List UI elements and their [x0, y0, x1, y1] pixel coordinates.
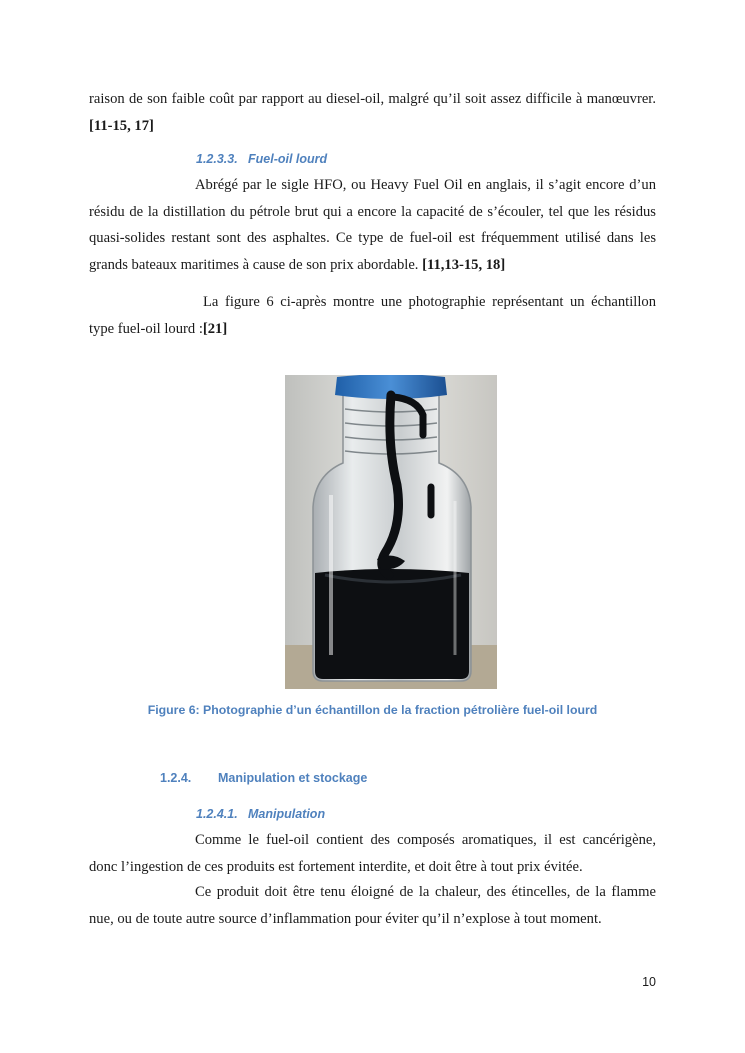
- section-number: 1.2.4.1.: [196, 807, 238, 821]
- section-heading-1233: [196, 152, 327, 166]
- paragraph-figure-intro: [89, 289, 656, 342]
- section-number: 1.2.4.: [160, 771, 192, 785]
- paragraph-figure-intro-ref: [21]: [202, 320, 228, 337]
- section-number: 1.2.3.3.: [196, 152, 238, 166]
- paragraph-manip-1-text: Comme le fuel-oil contient des composés aromatiques, il est cancérigène, donc l’ingestion de ces produits est fortement interdite, et doit être à tout prix évitée.: [89, 832, 656, 875]
- page-number: 10: [642, 975, 656, 989]
- paragraph-top: [89, 86, 656, 139]
- section-title: Fuel-oil lourd: [248, 152, 328, 166]
- heavy-fuel-oil-photo: [285, 375, 497, 689]
- paragraph-hfo-ref: [11,13-15, 18]: [422, 256, 506, 273]
- section-title: Manipulation et stockage: [218, 771, 368, 785]
- section-heading-124: [160, 771, 367, 785]
- paragraph-hfo: [89, 172, 656, 278]
- figure-caption: Figure 6: Photographie d’un échantillon de la fraction pétrolière fuel-oil lourd: [147, 703, 598, 717]
- paragraph-top-ref: [11-15, 17]: [89, 117, 154, 134]
- section-title: Manipulation: [248, 807, 326, 821]
- paragraph-hfo-text: Abrégé par le sigle HFO, ou Heavy Fuel Oil en anglais, il s’agit encore d’un résidu de la distillation du pétrole brut qui a encore la capacité de s’écouler, tel que les résidus quasi-solides restant sont des asphaltes. Ce type de fuel-oil est fréquemment utilisé dans les grands bateaux maritimes à cause de son prix abordable.: [89, 177, 656, 273]
- paragraph-manip-1: [89, 827, 656, 880]
- paragraph-figure-intro-text: La figure 6 ci-après montre une photographie représentant un échantillon type fuel-oil lourd :: [89, 294, 656, 337]
- paragraph-manip-2-text: Ce produit doit être tenu éloigné de la chaleur, des étincelles, de la flamme nue, ou de toute autre source d’inflammation pour éviter qu’il n’explose à tout moment.: [89, 884, 656, 927]
- paragraph-manip-2: [89, 879, 656, 932]
- paragraph-top-text: raison de son faible coût par rapport au diesel-oil, malgré qu’il soit assez difficile à manœuvrer.: [89, 91, 656, 107]
- section-heading-1241: [196, 807, 325, 821]
